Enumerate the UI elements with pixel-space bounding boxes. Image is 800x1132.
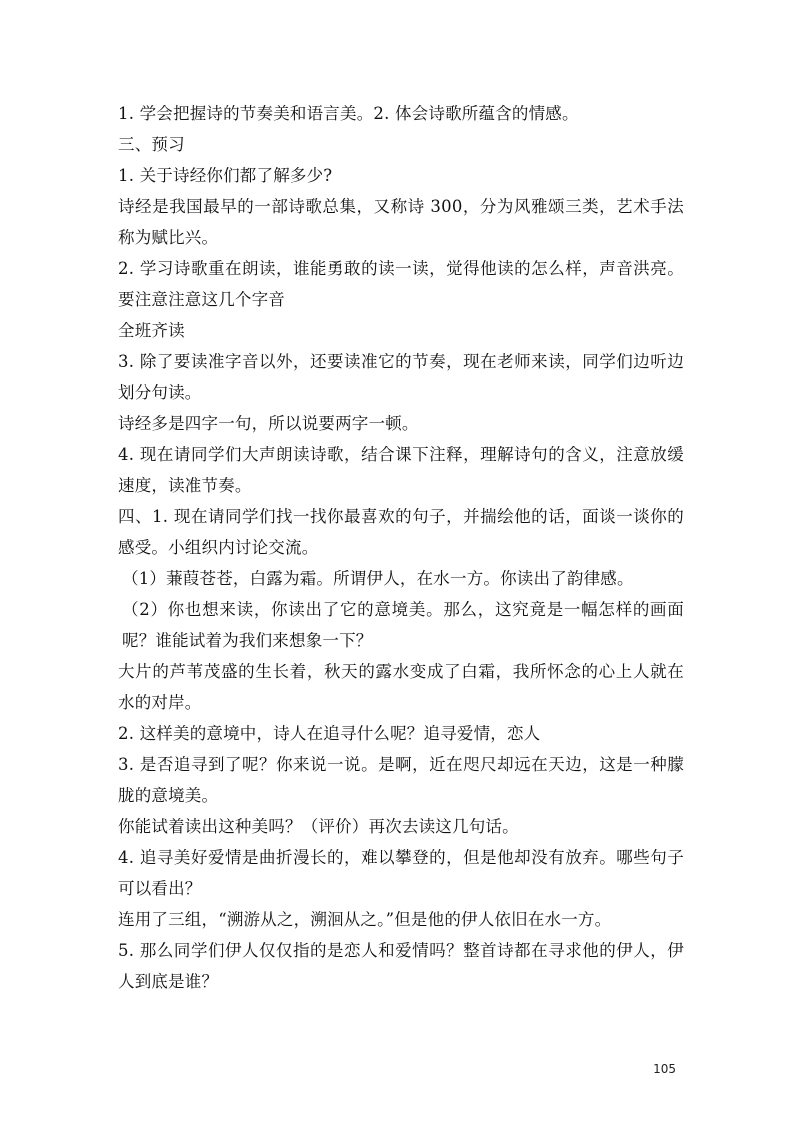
answer-1: 诗经是我国最早的一部诗歌总集，又称诗 300，分为风雅颂三类，艺术手法称为赋比兴。: [118, 197, 684, 247]
page-number: 105: [653, 1062, 676, 1076]
document-body: [118, 98, 684, 997]
question-2: 2. 学习诗歌重在朗读，谁能勇敢的读一读，觉得他读的怎么样，声音洪亮。要注意注意这几个字音: [118, 259, 684, 309]
reading-prompt: 你能试着读出这种美吗？（评价）再次去读这几句话。: [118, 817, 519, 836]
discussion-question-4: 4. 追寻美好爱情是曲折漫长的，难以攀登的，但是他却没有放弃。哪些句子可以看出？: [118, 848, 684, 898]
discussion-item-2: （2）你也想来读，你读出了它的意境美。那么，这究竟是一幅怎样的画面呢？谁能试着为我们来想象一下？: [122, 600, 684, 650]
section-heading-preview: 三、预习: [118, 135, 185, 154]
question-3: 3. 除了要读准字音以外，还要读准它的节奏，现在老师来读，同学们边听边划分句读。: [118, 352, 684, 402]
scene-description: 大片的芦苇茂盛的生长着，秋天的露水变成了白霜，我所怀念的心上人就在水的对岸。: [118, 662, 684, 712]
answer-3: 诗经多是四字一句，所以说要两字一顿。: [118, 414, 419, 433]
discussion-question-3: 3. 是否追寻到了呢？你来说一说。是啊，近在咫尺却远在天边，这是一种朦胧的意境美。: [118, 755, 684, 805]
discussion-item-1: （1）蒹葭苍苍，白露为霜。所谓伊人，在水一方。你读出了韵律感。: [122, 569, 634, 588]
section-heading-discussion: 四、1. 现在请同学们找一找你最喜欢的句子，并揣绘他的话，面谈一谈你的感受。小组织内讨论交流。: [118, 507, 684, 557]
class-reading-note: 全班齐读: [118, 321, 185, 340]
poem-evidence: 连用了三组，“溯游从之，溯洄从之。”但是他的伊人依旧在水一方。: [118, 910, 612, 929]
question-1: 1. 关于诗经你们都了解多少?: [118, 166, 333, 185]
question-4: 4. 现在请同学们大声朗读诗歌，结合课下注释，理解诗句的含义，注意放缓速度，读准节奏。: [118, 445, 684, 495]
discussion-question-5: 5. 那么同学们伊人仅仅指的是恋人和爱情吗？整首诗都在寻求他的伊人，伊人到底是谁？: [118, 941, 684, 991]
objective-line: 1. 学会把握诗的节奏美和语言美。2. 体会诗歌所蕴含的情感。: [118, 104, 579, 123]
discussion-question-2: 2. 这样美的意境中，诗人在追寻什么呢？追寻爱情，恋人: [118, 724, 541, 743]
